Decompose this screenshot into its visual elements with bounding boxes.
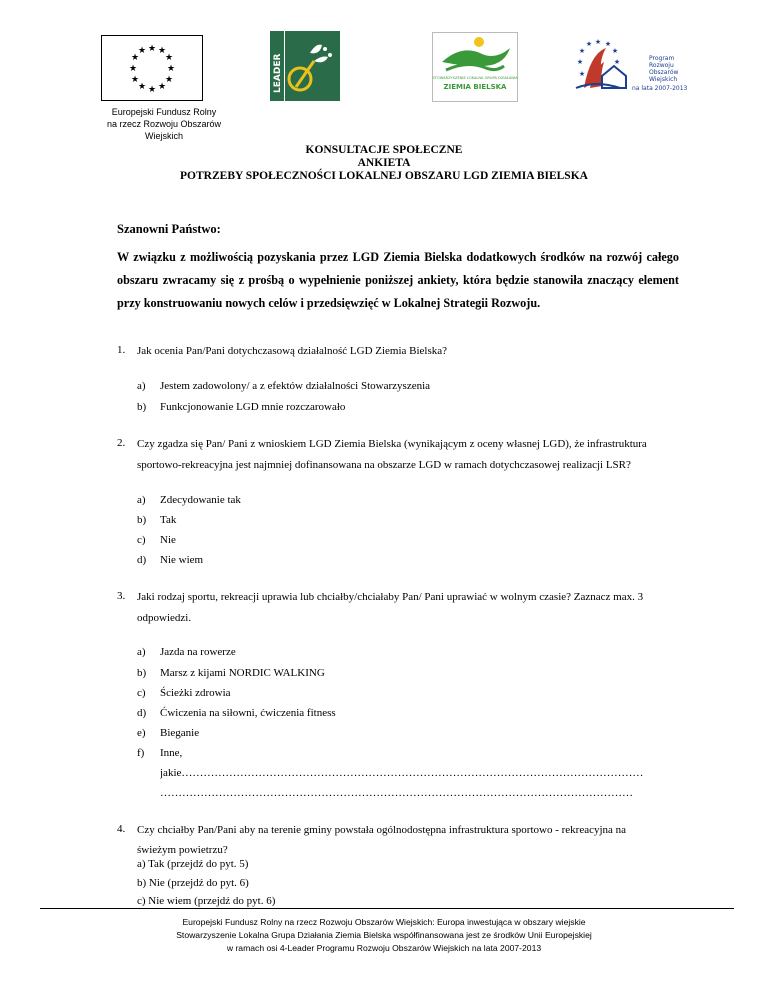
q3-other-input-line1[interactable]: jakie……………………………………………………………………………………………………………… [160,767,644,779]
q3-option-d-text: Ćwiczenia na siłowni, ćwiczenia fitness [160,707,336,719]
q2-option-d-letter[interactable]: d) [137,554,147,566]
q1-option-a-letter[interactable]: a) [137,380,146,392]
svg-text:★: ★ [578,70,586,78]
svg-text:★: ★ [137,46,147,56]
svg-text:★: ★ [164,75,174,85]
footer [0,916,768,955]
svg-text:★: ★ [157,46,167,56]
heading-line3: POTRZEBY SPOŁECZNOŚCI LOKALNEJ OBSZARU LGD ZIEMIA BIELSKA [180,170,588,182]
q3-option-b-letter[interactable]: b) [137,667,147,679]
lgd-logo-big-text: ZIEMIA BIELSKA [443,83,507,91]
eu-caption-line1: Europejski Fundusz Rolny [111,107,217,117]
q1-text: Jak ocenia Pan/Pani dotychczasową działalność LGD Ziemia Bielska? [137,345,448,357]
q3-option-b-text: Marsz z kijami NORDIC WALKING [160,667,325,679]
heading-line2: ANKIETA [357,157,411,169]
q2-option-c-text: Nie [160,534,176,546]
q3-option-c-text: Ścieżki zdrowia [160,687,231,699]
prow-line4: Wiejskich [649,76,678,83]
q3-option-c-letter[interactable]: c) [137,687,146,699]
footer-divider [40,908,734,909]
svg-text:★: ★ [130,53,140,63]
q2-option-a-letter[interactable]: a) [137,494,146,506]
q2-option-b-letter[interactable]: b) [137,514,147,526]
q1-number: 1. [117,344,126,356]
q3-option-d-letter[interactable]: d) [137,707,147,719]
svg-text:★: ★ [585,40,593,48]
svg-text:★: ★ [611,47,619,55]
q3-text-line2: odpowiedzi. [137,612,192,624]
q2-option-d-text: Nie wiem [160,554,204,566]
svg-text:★: ★ [128,64,138,74]
svg-text:★: ★ [604,40,612,48]
leader-logo [270,31,340,101]
lgd-ziemia-bielska-logo [432,32,518,102]
q4-text-line2: świeżym powietrzu? [137,844,228,856]
svg-text:★: ★ [613,58,621,66]
q3-text-line1: Jaki rodzaj sportu, rekreacji uprawia lub chciałby/chciałaby Pan/ Pani uprawiać w wolnym czasie? Zaznacz max. 3 [137,591,644,603]
q3-option-f-letter[interactable]: f) [137,747,145,759]
footer-line1: Europejski Fundusz Rolny na rzecz Rozwoju Obszarów Wiejskich: Europa inwestująca w obszary wiejskie [182,917,586,927]
lgd-logo-small-text: STOWARZYSZENIE LOKALNA GRUPA DZIAŁANIA [432,76,518,80]
q4-text-line1: Czy chciałby Pan/Pani aby na terenie gminy powstała ogólnodostępna infrastruktura sportowo - rekreacyjna na [137,824,627,836]
svg-text:★: ★ [137,82,147,92]
svg-text:★: ★ [576,58,584,66]
prow-line5: na lata 2007-2013 [632,85,688,92]
footer-line3: w ramach osi 4-Leader Programu Rozwoju Obszarów Wiejskich na lata 2007-2013 [226,943,542,953]
heading-line1: KONSULTACJE SPOŁECZNE [305,144,463,156]
q1-option-a-text: Jestem zadowolony/ a z efektów działalności Stowarzyszenia [160,380,431,392]
svg-text:★: ★ [164,53,174,63]
q2-option-b-text: Tak [160,514,177,526]
q2-text-line1: Czy zgadza się Pan/ Pani z wnioskiem LGD Ziemia Bielska (wynikającym z oceny własnej LGD), że infrastruktura [137,438,647,450]
prow-logo [568,36,688,96]
svg-text:★: ★ [147,44,157,54]
svg-text:★: ★ [578,47,586,55]
greeting: Szanowni Państwo: [117,222,221,236]
q4-option-a[interactable]: a) Tak (przejdź do pyt. 5) [137,858,249,870]
prow-line3: Obszarów [649,69,679,76]
q2-number: 2. [117,437,126,449]
eu-caption [94,106,234,142]
q4-option-c[interactable]: c) Nie wiem (przejdź do pyt. 6) [137,895,276,907]
footer-line2: Stowarzyszenie Lokalna Grupa Działania Ziemia Bielska współfinansowana jest ze środków Unii Europejskiej [176,930,592,940]
q3-option-f-text: Inne, [160,747,183,759]
q3-option-a-letter[interactable]: a) [137,646,146,658]
q2-option-a-text: Zdecydowanie tak [160,494,241,506]
svg-text:★: ★ [130,75,140,85]
svg-text:★: ★ [157,82,167,92]
q2-text-line2: sportowo-rekreacyjna jest najmniej dofinansowana na obszarze LGD w ramach dotychczasowej realizacji LSR? [137,459,631,471]
eu-caption-line2: na rzecz Rozwoju Obszarów Wiejskich [106,119,222,141]
q3-option-e-text: Bieganie [160,727,200,739]
prow-line1: Program [649,55,675,62]
svg-text:★: ★ [594,38,602,46]
svg-text:★: ★ [147,85,157,95]
prow-line2: Rozwoju [649,62,674,69]
q3-other-input-line2[interactable]: ………………………………………………………………………………………………………………… [160,787,633,799]
q3-number: 3. [117,590,126,602]
leader-logo-text: LEADER [273,53,283,93]
q2-option-c-letter[interactable]: c) [137,534,146,546]
q1-option-b-text: Funkcjonowanie LGD mnie rozczarowało [160,401,346,413]
svg-text:★: ★ [166,64,176,74]
q4-option-b[interactable]: b) Nie (przejdź do pyt. 6) [137,877,249,889]
q3-option-e-letter[interactable]: e) [137,727,146,739]
intro-paragraph: W związku z możliwością pozyskania przez LGD Ziemia Bielska dodatkowych środków na rozwój całego obszaru zwracamy się z prośbą o wypełnienie poniższej ankiety, która będzie stanowiła znaczący element przy konstruowaniu nowych celów i przedsięwzięć w Lokalnej Strategii Rozwoju. [117,250,679,310]
q4-number: 4. [117,823,126,835]
q1-option-b-letter[interactable]: b) [137,401,147,413]
q3-option-a-text: Jazda na rowerze [160,646,236,658]
eu-flag-logo [101,35,203,101]
